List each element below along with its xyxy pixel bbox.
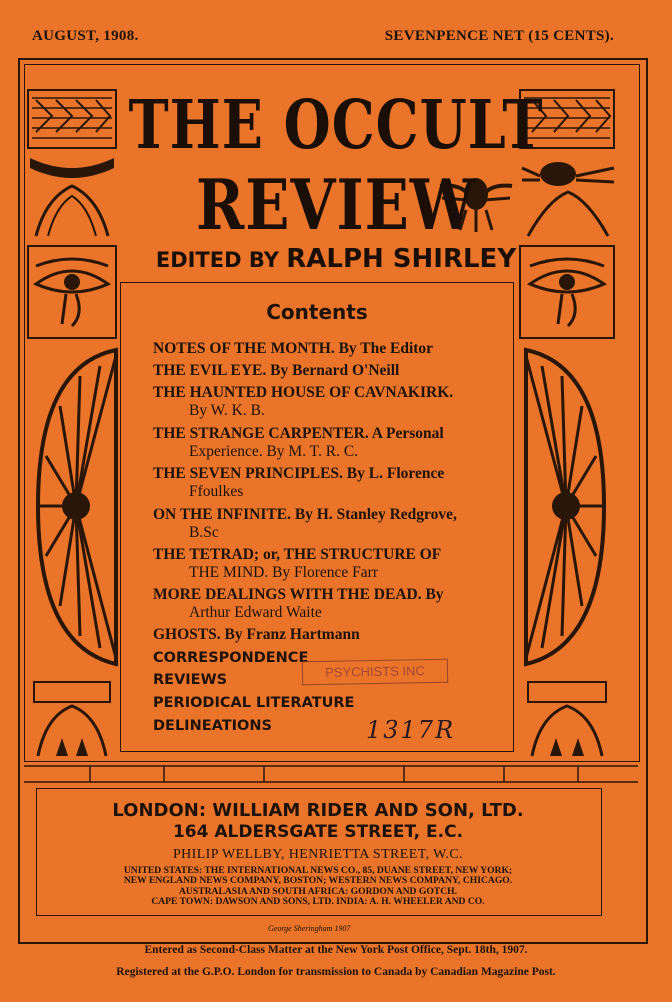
entry-line: THE EVIL EYE. By Bernard O'Neill [153,362,400,379]
section-delineations: DELINEATIONS [153,718,272,734]
entry-continuation: By W. K. B. [189,402,265,419]
publisher-address: 164 ALDERSGATE STREET, E.C. [172,822,464,842]
entry-continuation: Ffoulkes [189,483,244,500]
handwritten-number: 1317R [366,716,456,744]
edited-by-label: EDITED BY [155,248,279,272]
agent-line: CAPE TOWN: DAWSON AND SONS, LTD. INDIA: A. H. WHEELER AND CO. [151,896,485,908]
postal-notice-uk: Registered at the G.P.O. London for transmission to Canada by Canadian Magazine Post. [116,966,556,978]
editor-name: RALPH SHIRLEY [286,244,517,274]
section-reviews: REVIEWS [153,672,228,688]
contents-entry [153,506,493,542]
library-stamp: PSYCHISTS INC [302,659,448,686]
entry-line: THE HAUNTED HOUSE OF CAVNAKIRK. [153,384,454,401]
contents-entry [153,384,493,420]
agents-list [36,866,600,908]
separator-band [24,762,638,786]
magazine-title-line1: THE OCCULT [128,84,544,164]
publisher-secondary: PHILIP WELLBY, HENRIETTA STREET, W.C. [172,847,464,862]
entry-continuation: B.Sc [189,524,219,541]
entry-continuation: Experience. By M. T. R. C. [189,443,359,460]
entry-line: THE SEVEN PRINCIPLES. By L. Florence [153,465,445,482]
magazine-title-line2: REVIEW [196,164,476,246]
lotus-bottom-left [26,676,118,760]
entry-line: GHOSTS. By Franz Hartmann [153,626,360,643]
agent-line: UNITED STATES: THE INTERNATIONAL NEWS CO., 85, DUANE STREET, NEW YORK; [123,865,513,876]
postal-notice-us: Entered as Second-Class Matter at the New York Post Office, Sept. 18th, 1907. [144,944,528,956]
contents-entry [153,340,493,358]
wing-fan-left [30,346,122,668]
artist-signature: George Sheringham 1907 [268,924,351,933]
publisher-name: LONDON: WILLIAM RIDER AND SON, LTD. [112,800,524,821]
contents-entry [153,465,493,501]
lotus-bottom-right [520,676,614,760]
contents-heading: Contents [266,300,368,324]
entry-line: THE STRANGE CARPENTER. A Personal [153,425,444,442]
issue-date: AUGUST, 1908. [32,28,139,44]
contents-entry [153,362,493,380]
entry-continuation: THE MIND. By Florence Farr [189,564,378,581]
wing-fan-right [520,346,612,668]
entry-line: THE TETRAD; or, THE STRUCTURE OF [153,546,442,563]
entry-line: ON THE INFINITE. By H. Stanley Redgrove, [153,506,457,523]
contents-entry [153,626,493,644]
agent-line: NEW ENGLAND NEWS COMPANY, BOSTON; WESTERN NEWS COMPANY, CHICAGO. [123,875,513,887]
section-correspondence: CORRESPONDENCE [153,650,309,666]
contents-entry [153,425,493,461]
issue-price: SEVENPENCE NET (15 CENTS). [384,28,614,44]
contents-entry [153,586,493,622]
entry-line: MORE DEALINGS WITH THE DEAD. By [153,586,444,603]
agent-line: AUSTRALASIA AND SOUTH AFRICA: GORDON AND GOTCH. [179,885,457,897]
editor-credit [120,244,552,274]
entry-line: NOTES OF THE MONTH. By The Editor [153,340,434,357]
contents-entry [153,546,493,582]
eye-of-horus-left-icon [26,244,118,340]
entry-continuation: Arthur Edward Waite [189,604,322,621]
section-periodical-literature: PERIODICAL LITERATURE [153,695,355,711]
